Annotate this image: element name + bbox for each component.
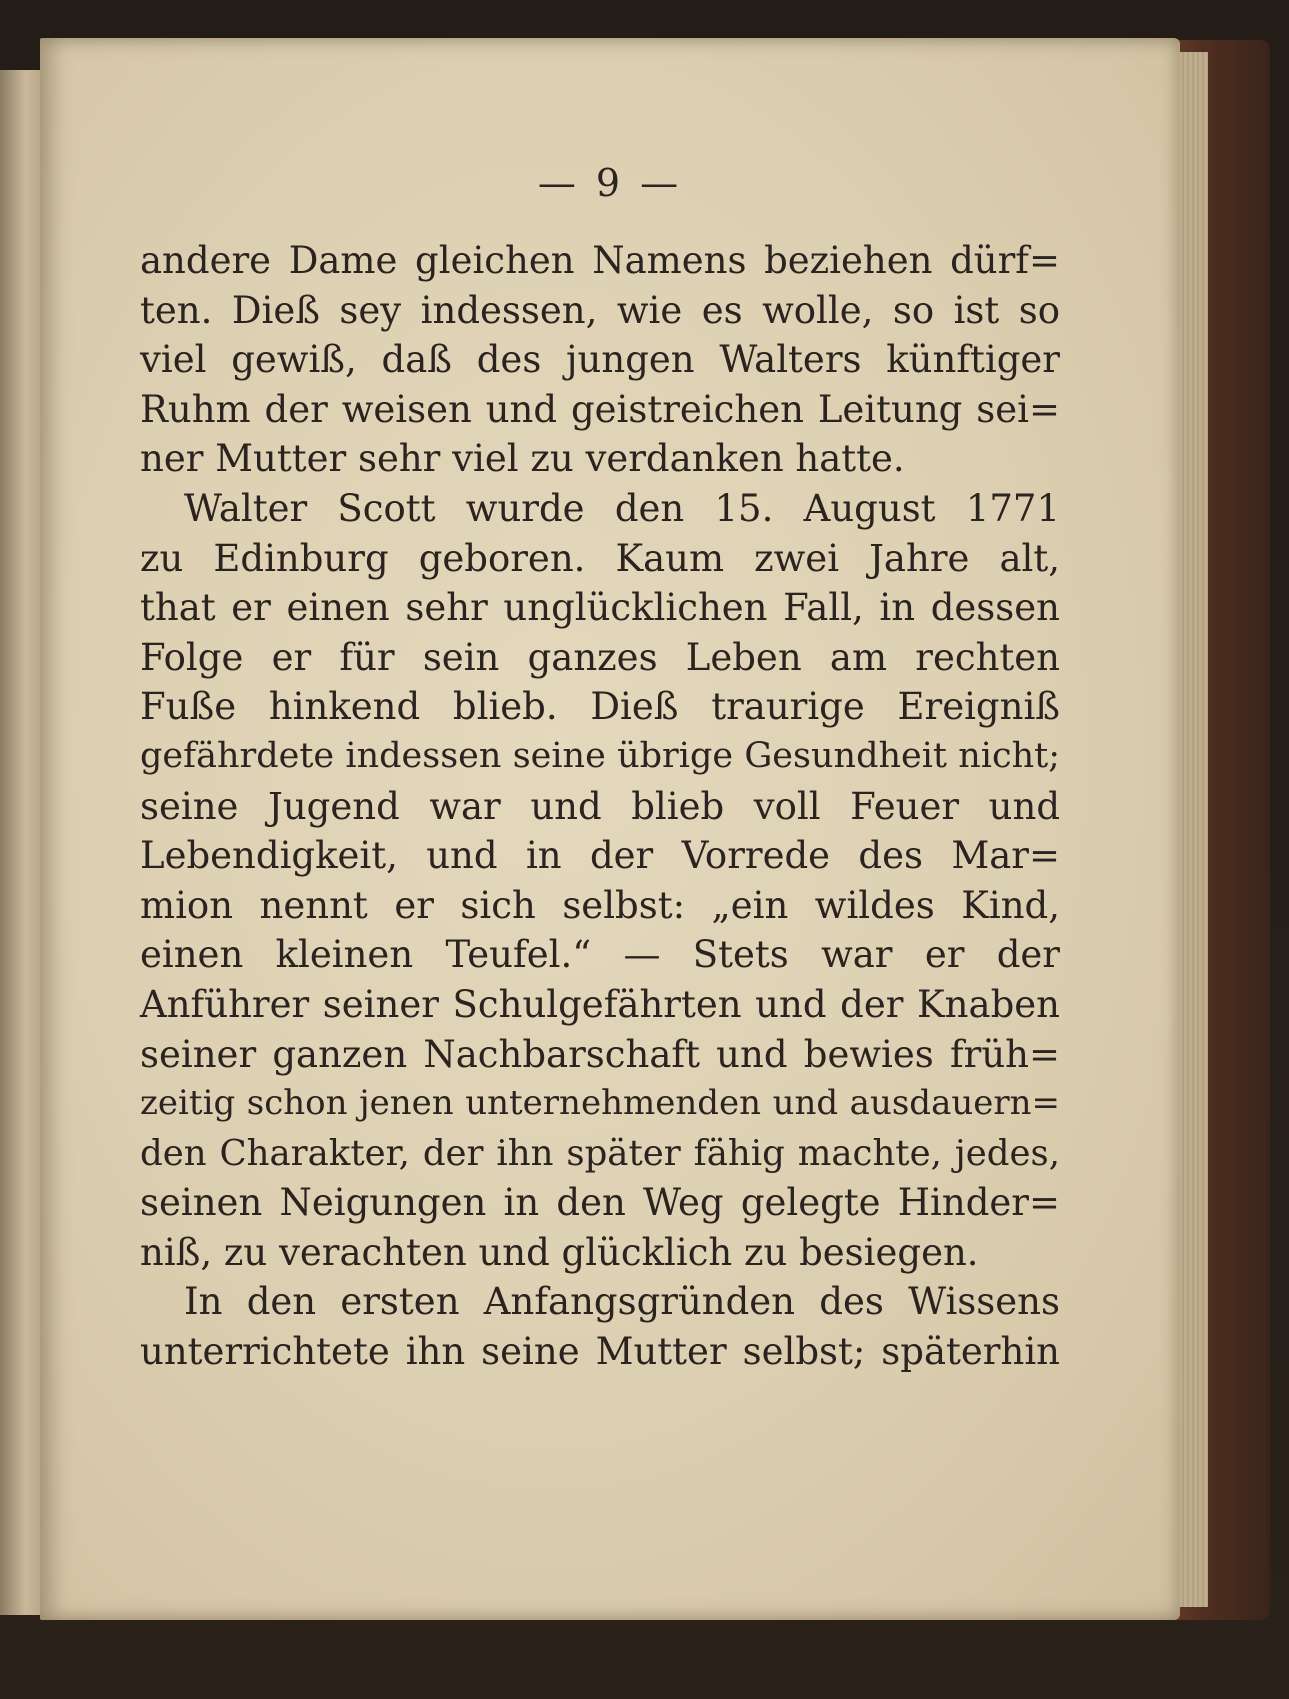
text-line: viel gewiß, daß des jungen Walters künftiger — [140, 338, 1060, 382]
book-page — [40, 38, 1180, 1620]
text-line: Fuße hinkend blieb. Dieß traurige Ereigniß — [140, 685, 1060, 729]
text-line: seinen Neigungen in den Weg gelegte Hinder= — [140, 1181, 1060, 1225]
text-line: seiner ganzen Nachbarschaft und bewies früh= — [140, 1032, 1060, 1076]
page-number: — 9 — — [537, 161, 683, 205]
facing-page-edge — [0, 70, 44, 1615]
text-line: einen kleinen Teufel.“ — Stets war er der — [140, 933, 1060, 977]
text-line: zu Edinburg geboren. Kaum zwei Jahre alt, — [140, 536, 1060, 580]
text-line: den Charakter, der ihn später fähig machte, jedes, — [140, 1132, 1060, 1174]
body-text — [140, 236, 1060, 1377]
text-line: niß, zu verachten und glücklich zu besiegen. — [140, 1230, 979, 1274]
text-line: Lebendigkeit, und in der Vorrede des Mar= — [140, 834, 1060, 878]
text-line: Ruhm der weisen und geistreichen Leitung sei= — [140, 387, 1060, 431]
text-line: In den ersten Anfangsgründen des Wissens — [184, 1280, 1060, 1324]
text-line: andere Dame gleichen Namens beziehen dürf= — [140, 239, 1060, 282]
text-line: unterrichtete ihn seine Mutter selbst; späterhin — [140, 1330, 1060, 1374]
text-line: that er einen sehr unglücklichen Fall, in dessen — [140, 586, 1060, 630]
text-line: Folge er für sein ganzes Leben am rechten — [140, 635, 1060, 679]
text-line: ner Mutter sehr viel zu verdanken hatte. — [140, 437, 905, 481]
text-line: mion nennt er sich selbst: „ein wildes Kind, — [140, 883, 1060, 927]
text-line: zeitig schon jenen unternehmenden und ausdauern= — [140, 1083, 1060, 1124]
text-line: gefährdete indessen seine übrige Gesundheit nicht; — [140, 735, 1060, 776]
text-line: ten. Dieß sey indessen, wie es wolle, so ist so — [140, 288, 1060, 332]
text-line: Walter Scott wurde den 15. August 1771 — [184, 486, 1060, 530]
text-line: seine Jugend war und blieb voll Feuer und — [140, 784, 1060, 828]
text-line: Anführer seiner Schulgefährten und der Knaben — [140, 982, 1060, 1026]
